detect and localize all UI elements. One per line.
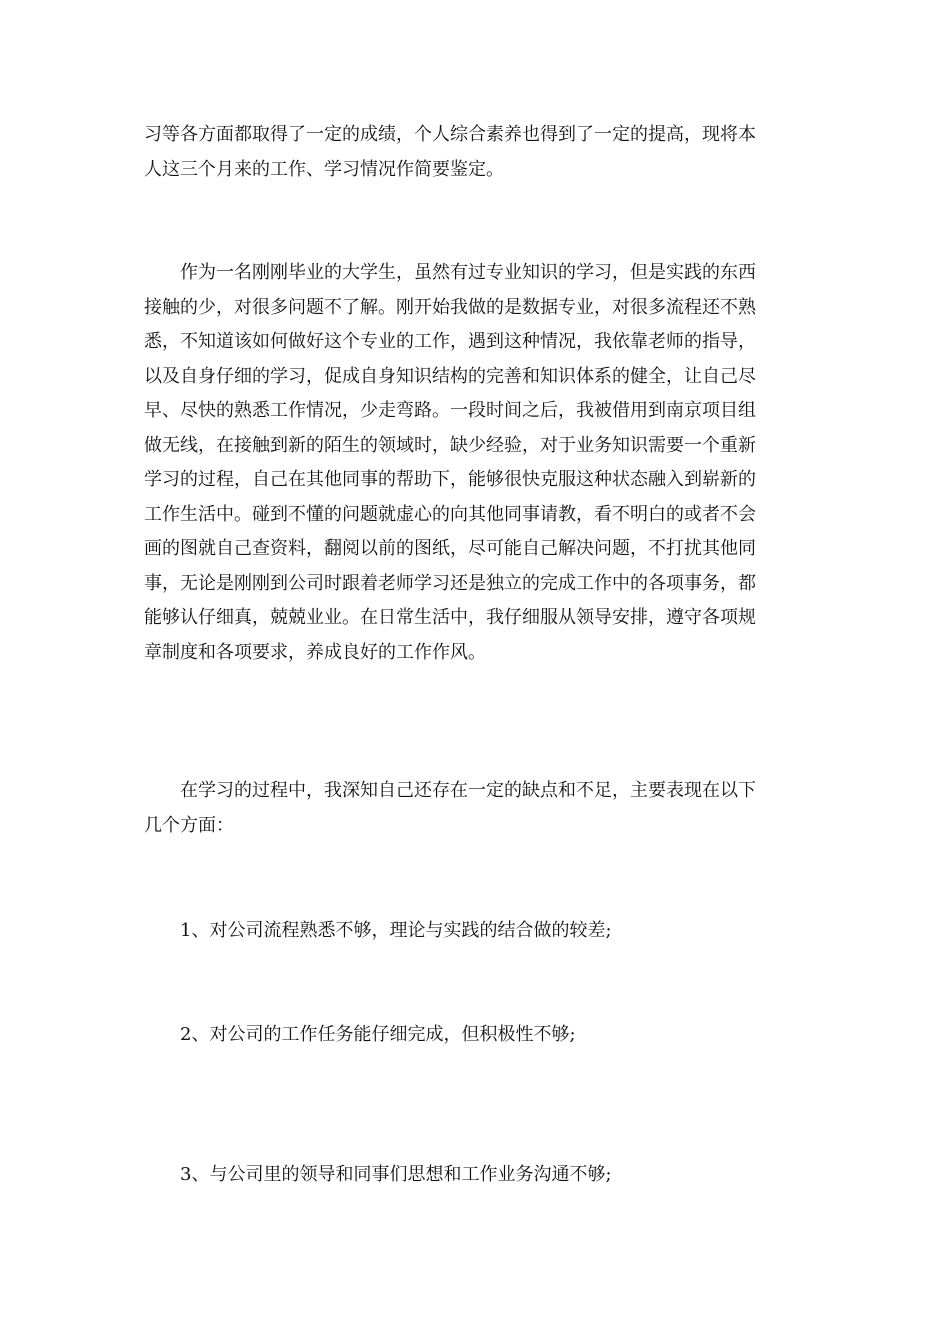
paragraph-line: 做无线，在接触到新的陌生的领域时，缺少经验，对于业务知识需要一个重新 bbox=[144, 434, 756, 456]
paragraph-line: 习等各方面都取得了一定的成绩，个人综合素养也得到了一定的提高，现将本 bbox=[144, 124, 756, 145]
paragraph-line: 悉，不知道该如何做好这个专业的工作，遇到这种情况，我依靠老师的指导， bbox=[144, 331, 756, 352]
paragraph-line: 事，无论是刚刚到公司时跟着老师学习还是独立的完成工作中的各项事务，都 bbox=[144, 572, 756, 594]
paragraph-line: 作为一名刚刚毕业的大学生，虽然有过专业知识的学习，但是实践的东西 bbox=[180, 262, 756, 283]
paragraph-line: 能够认仔细真，兢兢业业。在日常生活中，我仔细服从领导安排，遵守各项规 bbox=[144, 607, 756, 628]
list-item-text: 1、对公司流程熟悉不够，理论与实践的结合做的较差; bbox=[180, 920, 612, 941]
list-item-2 bbox=[144, 1018, 814, 1053]
paragraph-shortcomings bbox=[144, 774, 814, 843]
list-item-1 bbox=[144, 914, 814, 949]
paragraph-line: 以及自身仔细的学习，促成自身知识结构的完善和知识体系的健全，让自己尽 bbox=[144, 365, 756, 387]
paragraph-work-experience bbox=[144, 256, 814, 670]
paragraph-intro bbox=[144, 118, 814, 187]
paragraph-line: 在学习的过程中，我深知自己还存在一定的缺点和不足，主要表现在以下 bbox=[180, 780, 756, 801]
list-item-3 bbox=[144, 1158, 814, 1193]
paragraph-line: 人这三个月来的工作、学习情况作简要鉴定。 bbox=[144, 158, 504, 180]
paragraph-line: 章制度和各项要求，养成良好的工作作风。 bbox=[144, 641, 486, 663]
paragraph-line: 接触的少，对很多问题不了解。刚开始我做的是数据专业，对很多流程还不熟 bbox=[144, 296, 756, 318]
paragraph-line: 早、尽快的熟悉工作情况，少走弯路。一段时间之后，我被借用到南京项目组 bbox=[144, 400, 756, 421]
paragraph-line: 工作生活中。碰到不懂的问题就虚心的向其他同事请教，看不明白的或者不会 bbox=[144, 503, 756, 525]
list-item-text: 3、与公司里的领导和同事们思想和工作业务沟通不够; bbox=[180, 1164, 612, 1185]
paragraph-line: 几个方面： bbox=[144, 814, 234, 836]
paragraph-line: 画的图就自己查资料，翻阅以前的图纸，尽可能自己解决问题，不打扰其他同 bbox=[144, 538, 756, 559]
list-item-text: 2、对公司的工作任务能仔细完成，但积极性不够; bbox=[180, 1024, 576, 1045]
paragraph-line: 学习的过程，自己在其他同事的帮助下，能够很快克服这种状态融入到崭新的 bbox=[144, 469, 756, 490]
